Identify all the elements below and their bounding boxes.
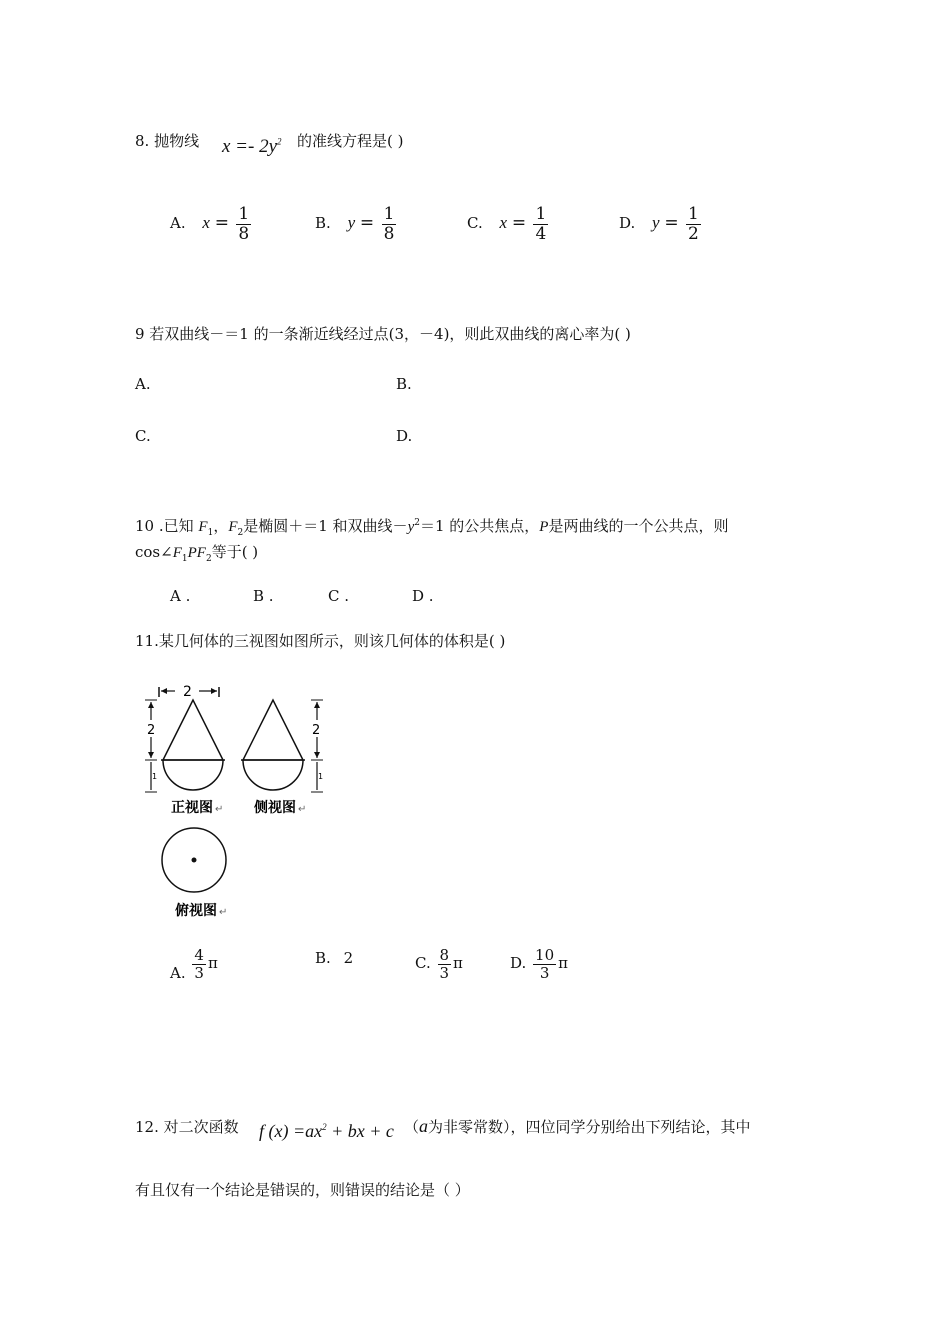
q8-eq-text: x =- 2y — [222, 136, 278, 157]
option-label: B. — [315, 949, 331, 967]
frac-den: 8 — [383, 223, 395, 244]
q10-option-c[interactable]: C . — [328, 587, 350, 605]
dim-right-small-label: 1 — [318, 772, 324, 781]
option-label: D. — [510, 954, 527, 972]
option-var: y — [347, 213, 356, 233]
q9-option-d[interactable]: D. — [396, 427, 413, 445]
q10-F: F — [196, 545, 206, 561]
top-view-label: 俯视图 — [175, 903, 217, 919]
q10-P: P — [539, 519, 549, 535]
q10-text: ＝1 的公共焦点， — [419, 517, 540, 535]
q8-option-d[interactable]: D. y = $\frac{1}{2}$ — [619, 204, 699, 244]
dim-left-small-label: 1 — [152, 772, 158, 781]
q8-option-c[interactable]: C. x = $\frac{1}{4}$ — [467, 204, 547, 244]
q10-text: 等于( ) — [211, 543, 259, 561]
dim-top-label: 2 — [183, 684, 192, 700]
front-view-semicircle — [163, 760, 223, 790]
dim-arrow — [148, 702, 154, 708]
dim-arrow — [314, 752, 320, 758]
q10-text: 10 .已知 — [135, 517, 194, 535]
return-mark: ↵ — [215, 804, 224, 815]
frac-den: 4 — [535, 223, 547, 244]
q10-F: F — [228, 519, 238, 535]
q12-prefix: 12. 对二次函数 — [135, 1118, 239, 1136]
option-fraction — [382, 205, 397, 243]
frac-num: 8 — [439, 946, 450, 964]
frac-num: 1 — [535, 204, 547, 224]
q10-P: P — [187, 545, 197, 561]
side-view-triangle — [243, 700, 303, 760]
dim-arrow — [314, 702, 320, 708]
q10-text: 是两曲线的一个公共点，则 — [548, 517, 729, 535]
q9-option-a[interactable]: A. — [135, 375, 151, 393]
q10-option-d[interactable]: D . — [412, 587, 434, 605]
frac-den: 3 — [194, 963, 204, 982]
q8-suffix: 的准线方程是( ) — [297, 132, 404, 150]
side-view-semicircle — [243, 760, 303, 790]
dim-left-label: 2 — [147, 723, 156, 738]
option-label: B. — [315, 214, 331, 233]
q12-func-text: f (x) =ax — [259, 1121, 323, 1141]
q10-stem-line2 — [135, 541, 258, 564]
q8-option-a[interactable]: A. x = $\frac{1}{8}$ — [170, 204, 250, 244]
option-label: C. — [467, 214, 483, 233]
frac-num: 4 — [194, 946, 204, 964]
q10-sup: 2 — [414, 518, 420, 528]
q10-option-b[interactable]: B . — [253, 587, 274, 605]
q9-stem: 9 若双曲线－＝1 的一条渐近线经过点(3，－4)，则此双曲线的离心率为( ) — [135, 325, 631, 343]
option-label: A. — [170, 964, 186, 982]
front-view-label: 正视图 — [171, 800, 213, 816]
q12-func-tail: + bx + c — [326, 1121, 394, 1141]
option-label: A. — [170, 214, 186, 233]
q10-y: y — [407, 519, 415, 535]
q12-func-sup: 2 — [322, 1122, 327, 1132]
option-var: x — [499, 213, 508, 233]
q11-option-d[interactable] — [510, 947, 568, 981]
front-view-triangle — [163, 700, 223, 760]
q8-equation — [222, 136, 282, 158]
frac-num: 1 — [238, 204, 250, 224]
frac-den: 2 — [688, 223, 699, 244]
q10-F: F — [172, 545, 182, 561]
dim-arrow — [161, 688, 167, 694]
three-view-figure — [135, 675, 335, 925]
option-label: C. — [415, 954, 431, 972]
frac-den: 3 — [539, 963, 550, 982]
pi-symbol: π — [453, 954, 463, 972]
q10-text: cos∠ — [135, 543, 173, 561]
q12-text: （ — [404, 1118, 420, 1136]
dim-arrow — [211, 688, 217, 694]
option-fraction — [533, 205, 548, 243]
q8-prefix: 8. 抛物线 — [135, 132, 200, 150]
option-label: D. — [619, 214, 636, 233]
option-fraction — [192, 947, 206, 981]
q9-option-c[interactable]: C. — [135, 427, 151, 445]
option-var: x — [202, 213, 210, 233]
option-fraction — [236, 205, 251, 243]
frac-den: 3 — [439, 963, 450, 982]
q12-text: 为非零常数），四位同学分别给出下列结论，其中 — [428, 1118, 751, 1136]
option-fraction — [438, 947, 452, 981]
q10-sub: 1 — [181, 554, 188, 564]
q10-text: 是椭圆＋＝1 和双曲线－ — [243, 517, 408, 535]
q11-stem: 11.某几何体的三视图如图所示，则该几何体的体积是( ) — [135, 632, 506, 650]
q10-text: ， — [213, 517, 229, 535]
option-var: y — [652, 213, 660, 233]
q10-stem-line1 — [135, 515, 728, 538]
return-mark: ↵ — [298, 804, 307, 815]
dim-right-label: 2 — [312, 723, 321, 738]
q11-option-c[interactable] — [415, 947, 463, 981]
frac-num: 1 — [688, 204, 699, 224]
option-fraction — [533, 947, 556, 981]
q12-suffix — [404, 1116, 751, 1137]
q8-option-b[interactable]: B. y = $\frac{1}{8}$ — [315, 204, 395, 244]
q11-option-b[interactable] — [315, 949, 353, 967]
q12-function — [259, 1121, 394, 1142]
q10-F: F — [198, 519, 208, 535]
frac-num: 10 — [535, 946, 555, 964]
q10-sub: 2 — [237, 528, 244, 538]
q9-option-b[interactable]: B. — [396, 375, 412, 393]
frac-num: 1 — [383, 204, 395, 224]
dim-arrow — [148, 752, 154, 758]
pi-symbol: π — [207, 954, 218, 972]
side-view-label: 侧视图 — [254, 800, 296, 816]
q8-eq-sup: 2 — [277, 136, 282, 147]
q11-option-a[interactable] — [170, 947, 218, 981]
return-mark: ↵ — [219, 907, 228, 918]
q10-option-a[interactable]: A . — [170, 587, 191, 605]
top-view-center-dot — [192, 858, 197, 863]
q12-line2: 有且仅有一个结论是错误的，则错误的结论是（ ） — [135, 1181, 470, 1199]
option-value: 2 — [343, 949, 354, 967]
q10-sub: 1 — [207, 528, 214, 538]
q8-stem — [135, 130, 199, 151]
option-fraction — [686, 205, 701, 243]
frac-den: 8 — [238, 223, 250, 244]
pi-symbol: π — [558, 954, 568, 972]
q12-a: a — [419, 1116, 429, 1136]
q10-sub: 2 — [205, 554, 212, 564]
